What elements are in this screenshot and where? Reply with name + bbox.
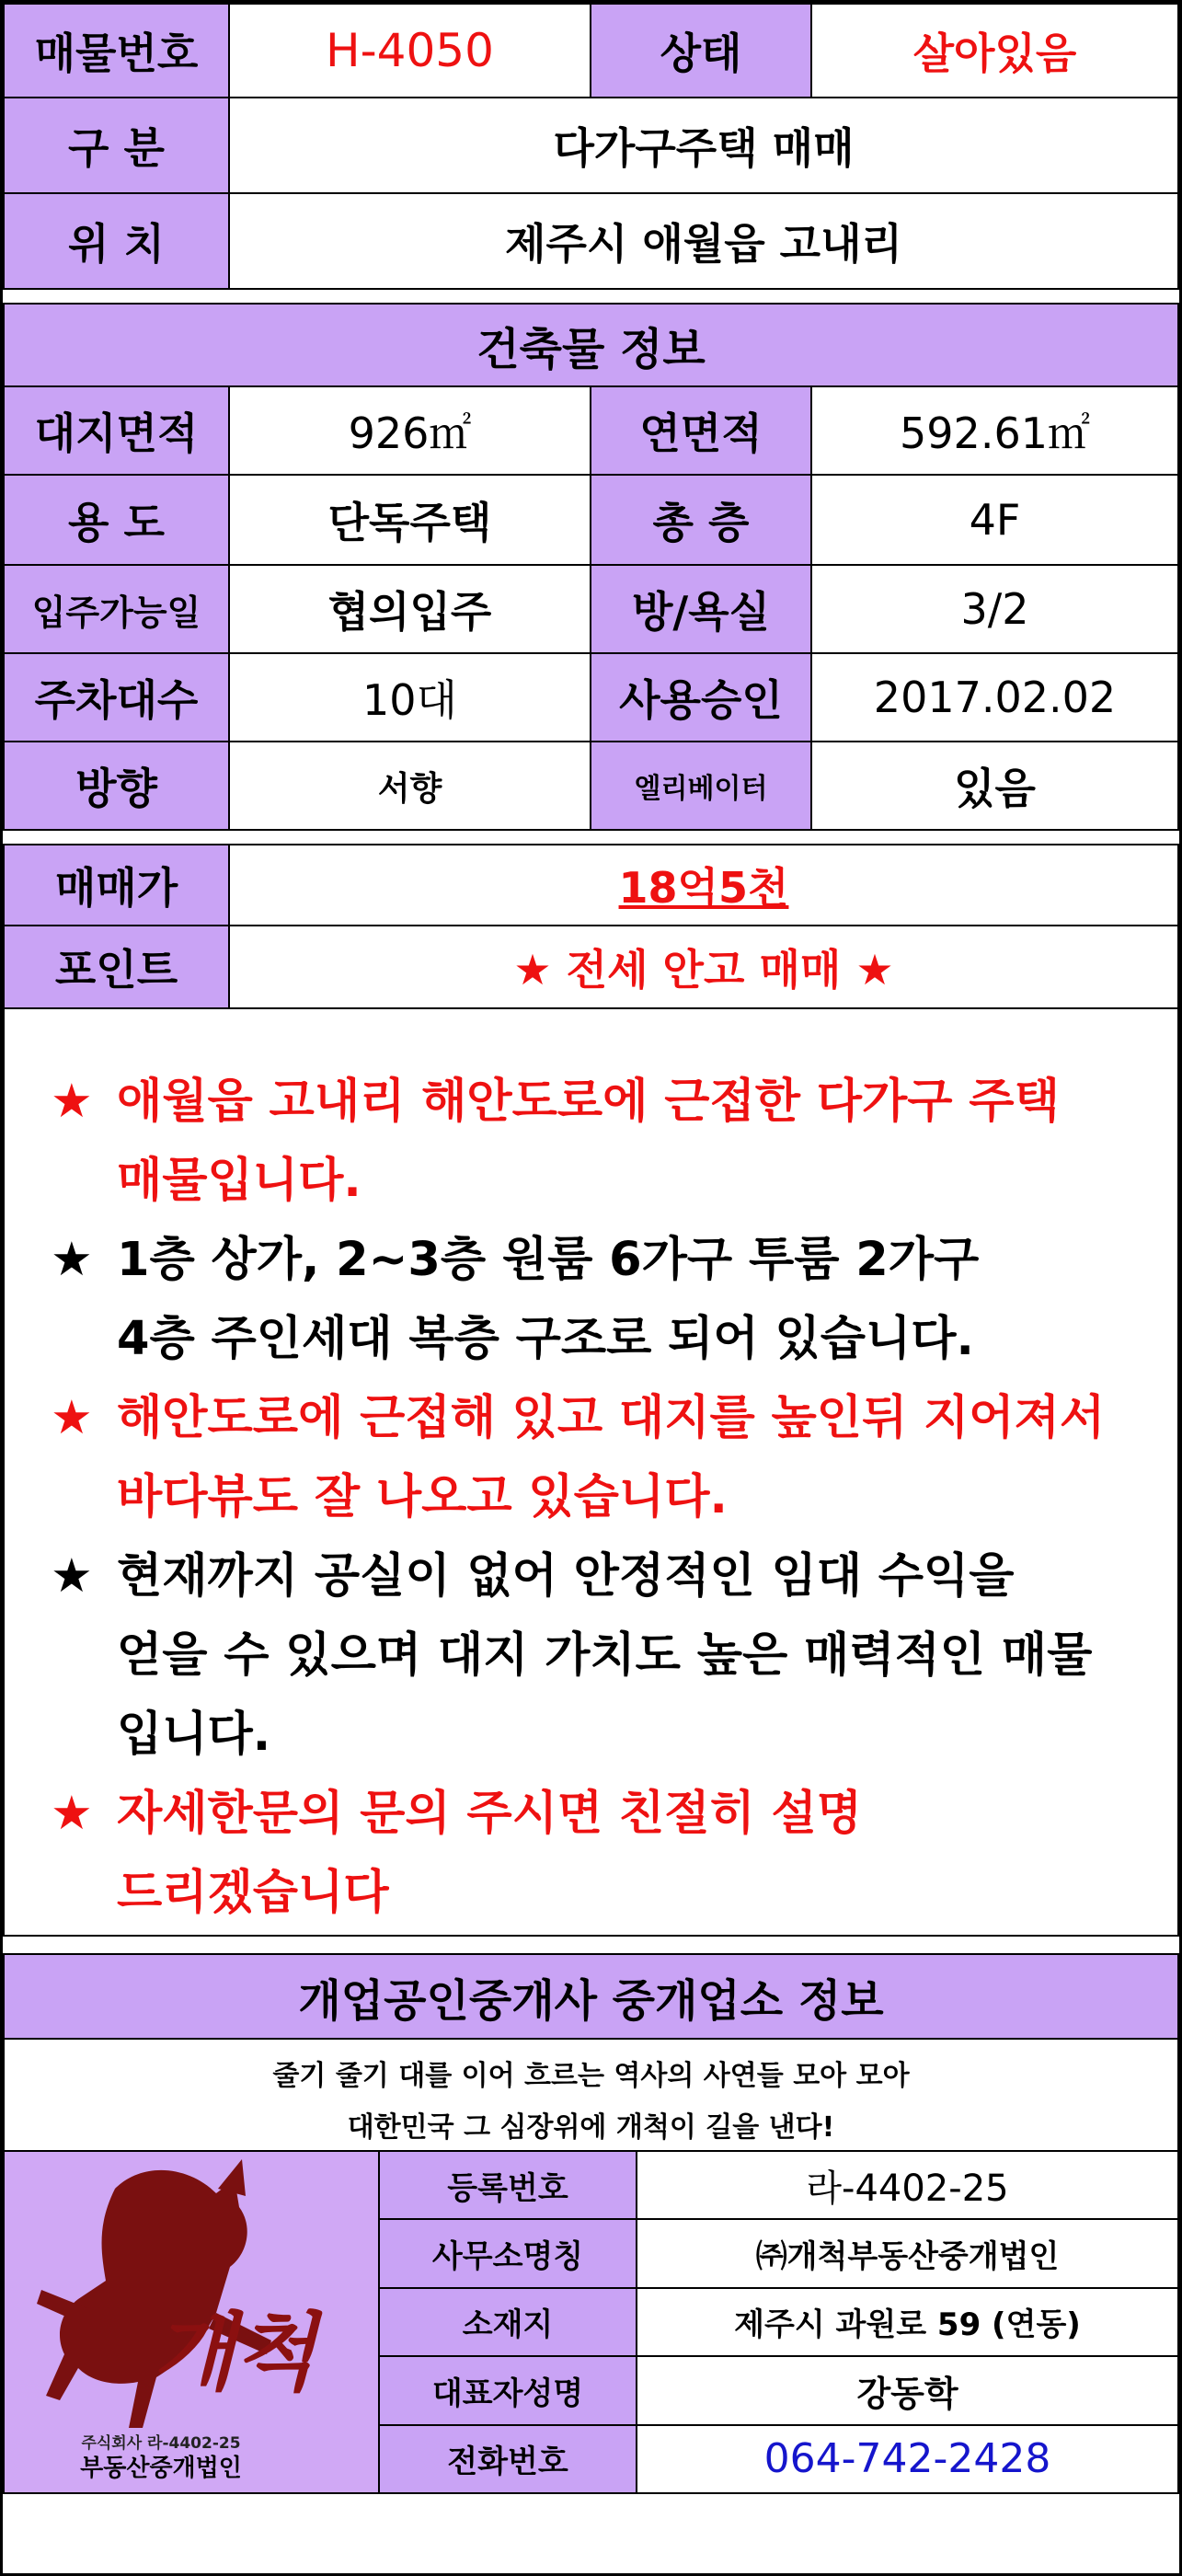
address-label: 소재지 xyxy=(379,2288,637,2356)
listing-no-label: 매물번호 xyxy=(4,4,229,98)
star-icon: ★ xyxy=(51,1391,93,1445)
description-line: 4층 주인세대 복층 구조로 되어 있습니다. xyxy=(117,1312,974,1366)
tel-label: 전화번호 xyxy=(379,2425,637,2493)
office-value: ㈜개척부동산중개법인 xyxy=(637,2219,1178,2287)
slogan-line-1: 줄기 줄기 대를 이어 흐르는 역사의 사연들 모아 모아 xyxy=(4,2039,1178,2099)
description-item xyxy=(51,1221,1141,1379)
building-table xyxy=(3,303,1179,831)
direction-label: 방향 xyxy=(4,742,229,830)
star-icon: ★ xyxy=(51,1075,93,1129)
use-label: 용 도 xyxy=(4,475,229,565)
description-line: 1층 상가, 2~3층 원룸 6가구 투룸 2가구 xyxy=(117,1233,980,1287)
type-value: 다가구주택 매매 xyxy=(229,98,1178,193)
star-icon: ★ xyxy=(51,1233,93,1287)
price-table xyxy=(3,844,1179,1009)
floor-area-value: 592.61㎡ xyxy=(811,386,1178,475)
floor-area-label: 연면적 xyxy=(591,386,811,475)
movein-label: 입주가능일 xyxy=(4,565,229,653)
direction-value: 서향 xyxy=(229,742,591,830)
floors-label: 총 층 xyxy=(591,475,811,565)
description-line: 매물입니다. xyxy=(117,1154,361,1208)
price-value: 18억5천 xyxy=(229,845,1178,926)
office-label: 사무소명칭 xyxy=(379,2219,637,2287)
logo-text: 개척 xyxy=(153,2303,316,2402)
description-line: 애월읍 고내리 해안도로에 근접한 다가구 주택 xyxy=(117,1075,1060,1129)
description-item xyxy=(51,1063,1141,1221)
point-label: 포인트 xyxy=(4,926,229,1008)
elevator-label: 엘리베이터 xyxy=(591,742,811,830)
land-area-label: 대지면적 xyxy=(4,386,229,475)
approval-value: 2017.02.02 xyxy=(811,653,1178,742)
rep-value: 강동학 xyxy=(637,2356,1178,2424)
type-label: 구 분 xyxy=(4,98,229,193)
description-item xyxy=(51,1537,1141,1775)
location-label: 위 치 xyxy=(4,193,229,289)
address-value: 제주시 과원로 59 (연동) xyxy=(637,2288,1178,2356)
description-line: 얻을 수 있으며 대지 가치도 높은 매력적인 매물 xyxy=(117,1628,1093,1683)
description-line: 바다뷰도 잘 나오고 있습니다. xyxy=(117,1470,728,1524)
listing-no-value: H-4050 xyxy=(229,4,591,98)
elevator-value: 있음 xyxy=(811,742,1178,830)
description-item xyxy=(51,1379,1141,1537)
description-section xyxy=(3,1009,1179,1937)
status-value: 살아있음 xyxy=(811,4,1178,98)
point-value: ★ 전세 안고 매매 ★ xyxy=(229,926,1178,1008)
tel-value: 064-742-2428 xyxy=(637,2425,1178,2493)
building-title: 건축물 정보 xyxy=(4,304,1178,386)
rooms-value: 3/2 xyxy=(811,565,1178,653)
parking-value: 10대 xyxy=(229,653,591,742)
description-line: 드리겠습니다 xyxy=(117,1866,389,1920)
description-item xyxy=(51,1775,1141,1933)
horse-logo-icon xyxy=(5,2152,376,2492)
agency-table xyxy=(3,1953,1179,2494)
description-line: 자세한문의 문의 주시면 친절히 설명 xyxy=(117,1787,863,1841)
logo-subtitle-2: 부동산중개법인 xyxy=(80,2455,242,2482)
price-label: 매매가 xyxy=(4,845,229,926)
logo-subtitle-1: 주식회사 라-4402-25 xyxy=(81,2434,241,2453)
floors-value: 4F xyxy=(811,475,1178,565)
slogan-line-2: 대한민국 그 심장위에 개척이 길을 낸다! xyxy=(4,2099,1178,2151)
star-icon: ★ xyxy=(51,1787,93,1841)
reg-no-label: 등록번호 xyxy=(379,2151,637,2219)
description-line: 현재까지 공실이 없어 안정적인 임대 수익을 xyxy=(117,1549,1015,1604)
location-value: 제주시 애월읍 고내리 xyxy=(229,193,1178,289)
description-line: 해안도로에 근접해 있고 대지를 높인뒤 지어져서 xyxy=(117,1391,1106,1445)
parking-label: 주차대수 xyxy=(4,653,229,742)
rooms-label: 방/욕실 xyxy=(591,565,811,653)
rep-label: 대표자성명 xyxy=(379,2356,637,2424)
land-area-value: 926㎡ xyxy=(229,386,591,475)
star-icon: ★ xyxy=(51,1549,93,1604)
approval-label: 사용승인 xyxy=(591,653,811,742)
status-label: 상태 xyxy=(591,4,811,98)
movein-value: 협의입주 xyxy=(229,565,591,653)
use-value: 단독주택 xyxy=(229,475,591,565)
listing-table xyxy=(3,3,1179,290)
reg-no-value: 라-4402-25 xyxy=(637,2151,1178,2219)
agency-title: 개업공인중개사 중개업소 정보 xyxy=(4,1954,1178,2039)
company-logo xyxy=(4,2151,379,2493)
description-line: 입니다. xyxy=(117,1708,271,1762)
